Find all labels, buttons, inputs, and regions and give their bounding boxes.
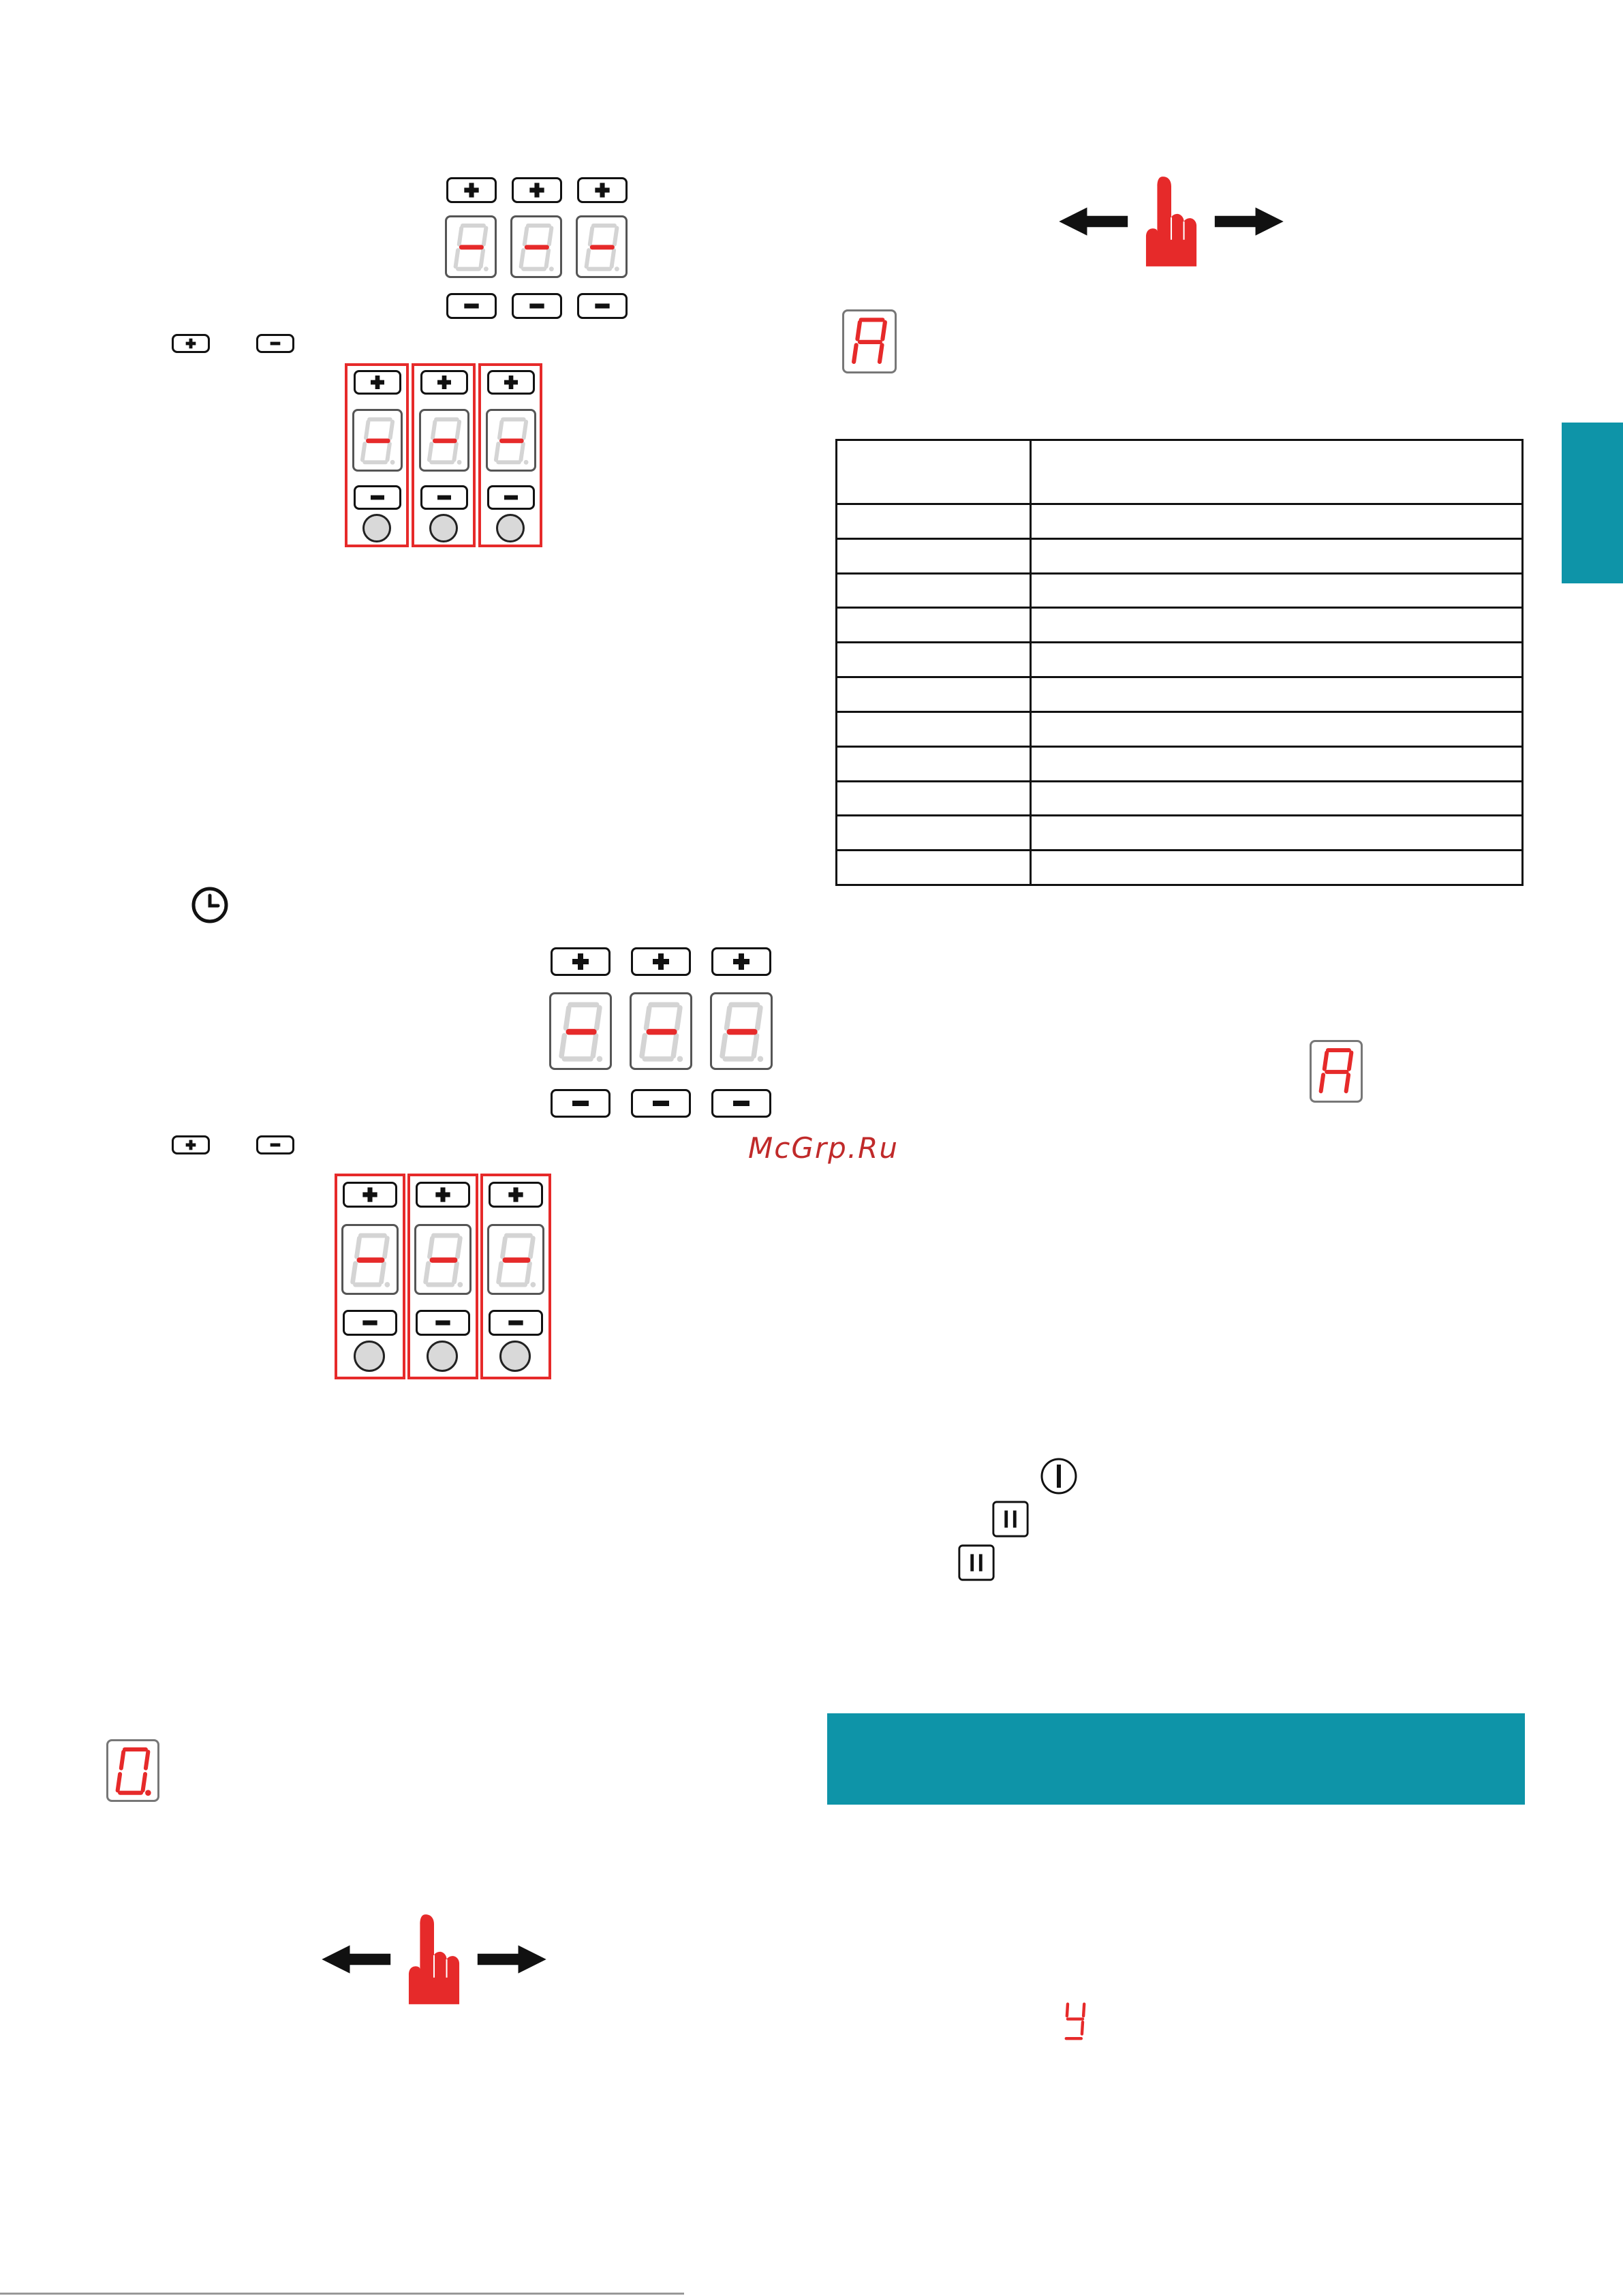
minus-icon <box>579 295 625 317</box>
power-icon[interactable] <box>1038 1456 1079 1497</box>
plus-key[interactable] <box>343 1182 397 1208</box>
slide-hand-icon <box>315 1908 553 2010</box>
section-banner <box>827 1713 1525 1805</box>
table-cell <box>1031 816 1523 851</box>
table-cell <box>837 851 1031 885</box>
data-table <box>835 439 1524 886</box>
table-cell <box>837 781 1031 816</box>
minus-icon <box>713 1091 769 1116</box>
plus-icon <box>579 179 625 201</box>
table-cell <box>1031 781 1523 816</box>
table-cell <box>837 440 1031 504</box>
table-cell <box>837 608 1031 643</box>
plus-key[interactable] <box>489 1182 543 1208</box>
dash-readout <box>512 217 560 276</box>
table-cell <box>1031 504 1523 539</box>
zero-readout <box>108 1741 157 1800</box>
zone-display <box>549 992 612 1070</box>
table-cell <box>837 643 1031 677</box>
zone-display <box>341 1224 399 1295</box>
table-cell <box>1031 573 1523 608</box>
table-cell <box>1031 608 1523 643</box>
plus-key[interactable] <box>551 947 610 976</box>
pause-icon[interactable] <box>991 1499 1030 1539</box>
plus-icon <box>448 179 495 201</box>
auto-display <box>1310 1040 1363 1103</box>
minus-key[interactable] <box>551 1089 610 1118</box>
minus-key[interactable] <box>446 293 497 319</box>
inline-plus-key <box>172 334 210 353</box>
minus-key[interactable] <box>487 485 535 510</box>
minus-key[interactable] <box>711 1089 771 1118</box>
plus-key[interactable] <box>631 947 691 976</box>
plus-icon <box>174 1137 208 1152</box>
auto-readout <box>844 311 895 371</box>
zone-display <box>414 1224 472 1295</box>
watermark: McGrp.Ru <box>748 1131 899 1165</box>
zone-display <box>486 409 536 472</box>
inline-minus-key <box>256 334 294 353</box>
zone-display <box>710 992 773 1070</box>
side-tab <box>1562 423 1623 583</box>
zone-display <box>352 409 403 472</box>
minus-key[interactable] <box>420 485 468 510</box>
table-cell <box>837 746 1031 781</box>
table-cell <box>837 711 1031 746</box>
zone-indicator-dot <box>362 514 391 542</box>
table-cell <box>837 538 1031 573</box>
plus-key[interactable] <box>416 1182 470 1208</box>
table-cell <box>1031 711 1523 746</box>
dash-readout <box>343 1226 397 1293</box>
minus-icon <box>514 295 560 317</box>
minus-icon <box>422 487 466 508</box>
plus-icon <box>345 1184 395 1206</box>
plus-key[interactable] <box>446 177 497 203</box>
inline-plus-key <box>172 1135 210 1154</box>
minus-icon <box>491 1312 541 1334</box>
table-cell <box>1031 643 1523 677</box>
plus-icon <box>356 372 399 393</box>
child-lock-readout <box>1060 2000 1090 2045</box>
dash-readout <box>578 217 625 276</box>
table-cell <box>1031 677 1523 712</box>
table-cell <box>1031 440 1523 504</box>
plus-icon <box>553 949 608 974</box>
zone-indicator-dot <box>496 514 525 542</box>
footer-rule <box>0 2293 684 2295</box>
dash-readout <box>488 411 534 470</box>
zone-display <box>576 215 628 278</box>
zone-indicator-dot <box>427 1341 458 1372</box>
zone-display <box>487 1224 544 1295</box>
table-cell <box>837 504 1031 539</box>
plus-key[interactable] <box>487 370 535 395</box>
zone-indicator-dot <box>354 1341 385 1372</box>
plus-icon <box>489 372 533 393</box>
inline-minus-key <box>256 1135 294 1154</box>
zone-display <box>445 215 497 278</box>
dash-readout <box>416 1226 469 1293</box>
table-cell <box>1031 746 1523 781</box>
zone-display <box>510 215 562 278</box>
auto-display <box>842 309 897 373</box>
plus-icon <box>491 1184 541 1206</box>
minus-icon <box>633 1091 689 1116</box>
table-cell <box>837 677 1031 712</box>
plus-icon <box>418 1184 468 1206</box>
minus-icon <box>258 336 292 351</box>
dash-readout <box>489 1226 542 1293</box>
minus-key[interactable] <box>354 485 401 510</box>
minus-icon <box>553 1091 608 1116</box>
minus-icon <box>418 1312 468 1334</box>
plus-icon <box>633 949 689 974</box>
minus-icon <box>448 295 495 317</box>
minus-icon <box>356 487 399 508</box>
plus-icon <box>514 179 560 201</box>
minus-icon <box>258 1137 292 1152</box>
pause-icon[interactable] <box>957 1543 996 1582</box>
minus-key[interactable] <box>489 1310 543 1336</box>
plus-key[interactable] <box>354 370 401 395</box>
slide-hand-icon <box>1052 170 1290 273</box>
plus-key[interactable] <box>420 370 468 395</box>
minus-icon <box>489 487 533 508</box>
dash-readout <box>712 994 771 1068</box>
dash-readout <box>551 994 610 1068</box>
auto-readout <box>1312 1042 1361 1101</box>
minus-key[interactable] <box>343 1310 397 1336</box>
dash-readout <box>632 994 690 1068</box>
zone-display <box>419 409 469 472</box>
minus-key[interactable] <box>577 293 628 319</box>
minus-key[interactable] <box>631 1089 691 1118</box>
clock-icon <box>189 885 230 925</box>
dash-readout <box>447 217 495 276</box>
zone-indicator-dot <box>429 514 458 542</box>
zone-indicator-dot <box>499 1341 531 1372</box>
plus-key[interactable] <box>512 177 562 203</box>
dash-readout <box>421 411 467 470</box>
plus-icon <box>713 949 769 974</box>
plus-icon <box>422 372 466 393</box>
table-cell <box>1031 851 1523 885</box>
minus-key[interactable] <box>416 1310 470 1336</box>
plus-key[interactable] <box>711 947 771 976</box>
minus-key[interactable] <box>512 293 562 319</box>
plus-key[interactable] <box>577 177 628 203</box>
plus-icon <box>174 336 208 351</box>
dash-readout <box>354 411 401 470</box>
table-cell <box>837 573 1031 608</box>
minus-icon <box>345 1312 395 1334</box>
table-cell <box>1031 538 1523 573</box>
table-cell <box>837 816 1031 851</box>
zero-display <box>106 1739 159 1802</box>
zone-display <box>630 992 692 1070</box>
